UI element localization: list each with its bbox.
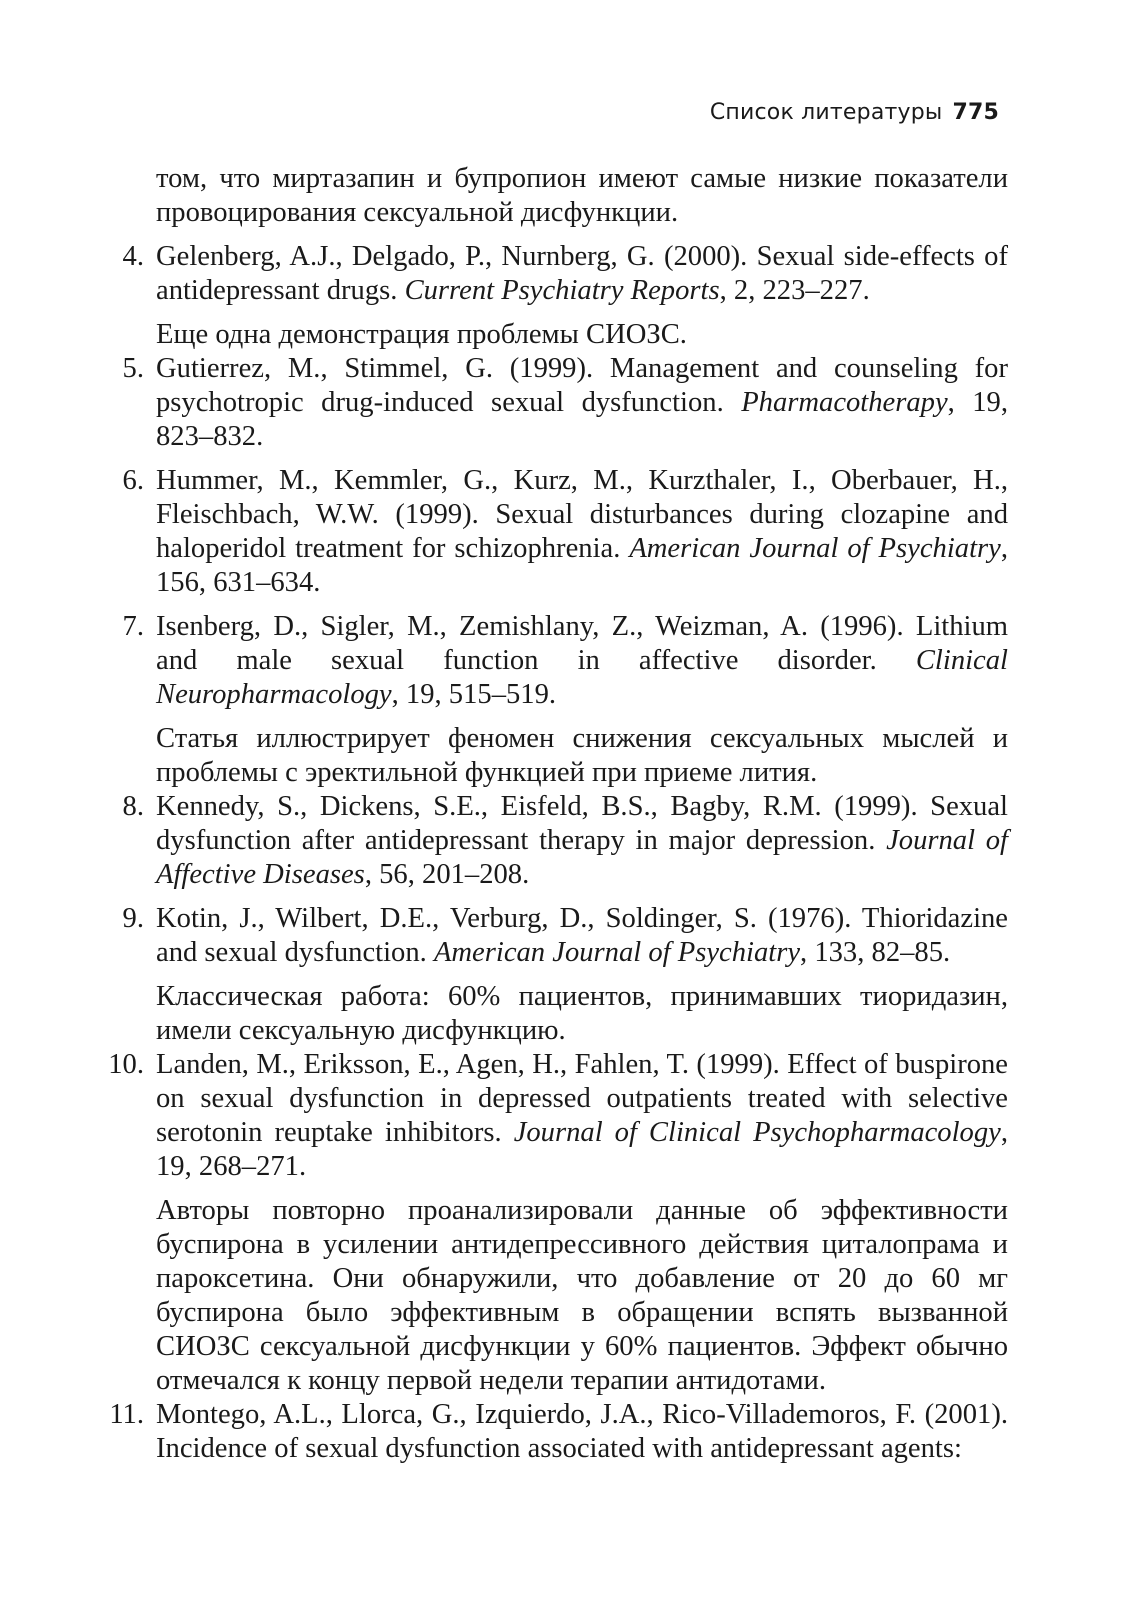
reference-entry-8 [122, 790, 1008, 892]
citation-text: Montego, A.L., Llorca, G., Izquierdo, J.A., Rico-Villademoros, F. (2001). Incidence of sexual dysfunction associated with antidepressant agents: [156, 1399, 1008, 1464]
reference-number: 7. [122, 611, 144, 642]
reference-number: 11. [109, 1399, 144, 1430]
reference-citation [156, 464, 1008, 600]
journal-title: Current Psychiatry Reports [404, 275, 720, 306]
reference-citation [156, 1048, 1008, 1184]
reference-annotation: Статья иллюстрирует феномен снижения сексуальных мыслей и проблемы с эректильной функцией при приеме лития. [156, 723, 1008, 788]
journal-title: Journal of Affective Diseases [156, 825, 1008, 890]
reference-entry-4 [122, 240, 1008, 308]
journal-title: American Journal of Psychiatry [433, 937, 801, 968]
reference-number: 6. [122, 465, 144, 496]
reference-citation [156, 790, 1008, 892]
citation-text: Gelenberg, A.J., Delgado, P., Nurnberg, G. (2000). Sexual side-effects of antidepressant drugs. [156, 241, 1008, 306]
reference-citation [156, 902, 1008, 970]
citation-details: , 2, 223–227. [719, 275, 870, 306]
citation-text: Isenberg, D., Sigler, M., Zemishlany, Z., Weizman, A. (1996). Lithium and male sexual function in affective disorder. [156, 611, 1008, 676]
reference-citation [156, 1398, 1008, 1466]
journal-title: Clinical Neuropharmacology [156, 645, 1008, 710]
reference-number: 9. [122, 903, 144, 934]
reference-number: 10. [108, 1049, 144, 1080]
journal-title: American Journal of Psychiatry [629, 533, 1001, 564]
reference-citation [156, 610, 1008, 712]
reference-entry-6 [122, 464, 1008, 600]
reference-entry-10 [108, 1048, 1008, 1184]
citation-text: Kennedy, S., Dickens, S.E., Eisfeld, B.S., Bagby, R.M. (1999). Sexual dysfunction after antidepressant therapy in major depression. [156, 791, 1008, 856]
citation-details: , 56, 201–208. [364, 859, 530, 890]
reference-annotation: Классическая работа: 60% пациентов, принимавших тиоридазин, имели сексуальную дисфункцию. [156, 981, 1008, 1046]
running-header [710, 100, 999, 125]
citation-text: Kotin, J., Wilbert, D.E., Verburg, D., Soldinger, S. (1976). Thioridazine and sexual dysfunction. [156, 903, 1008, 968]
journal-title: Journal of Clinical Psychopharmacology [513, 1117, 1001, 1148]
reference-citation [156, 240, 1008, 308]
citation-details: , 19, 823–832. [156, 387, 1009, 452]
reference-number: 4. [122, 241, 144, 272]
citation-text: Landen, M., Eriksson, E., Agen, H., Fahlen, T. (1999). Effect of buspirone on sexual dysfunction in depressed outpatients treated with selective serotonin reuptake inhibitors. [156, 1049, 1008, 1148]
reference-entry-11 [109, 1398, 1008, 1466]
reference-entry-7 [122, 610, 1008, 712]
reference-entry-5 [122, 352, 1009, 454]
reference-annotation: Авторы повторно проанализировали данные об эффективности буспирона в усилении антидепрессивного действия циталопрама и пароксетина. Они обнаружили, что добавление от 20 до 60 мг буспирона было эффективным в обращении вспять вызванной СИОЗС сексуальной дисфункции у 60% пациентов. Эффект обычно отмечался к концу первой недели терапии антидотами. [156, 1195, 1008, 1396]
reference-number: 5. [122, 353, 144, 384]
reference-list [108, 162, 1009, 1476]
citation-details: , 133, 82–85. [800, 937, 951, 968]
reference-number: 8. [122, 791, 144, 822]
continuation-text: том, что миртазапин и бупропион имеют самые низкие показатели провоцирования сексуальной дисфункции. [156, 163, 1008, 228]
citation-text: Gutierrez, M., Stimmel, G. (1999). Management and counseling for psychotropic drug-induced sexual dysfunction. [156, 353, 1008, 418]
journal-title: Pharmacotherapy [741, 387, 948, 418]
reference-annotation: Еще одна демонстрация проблемы СИОЗС. [156, 319, 687, 350]
page-number: 775 [952, 100, 999, 125]
citation-details: , 156, 631–634. [156, 533, 1008, 598]
section-title: Список литературы [709, 100, 943, 125]
citation-text: Hummer, M., Kemmler, G., Kurz, M., Kurzthaler, I., Oberbauer, H., Fleischbach, W.W. (1999). Sexual disturbances during clozapine and haloperidol treatment for schizophrenia. [156, 465, 1008, 564]
reference-entry-9 [122, 902, 1008, 970]
reference-citation [156, 352, 1008, 454]
citation-details: , 19, 515–519. [391, 679, 557, 710]
citation-details: , 19, 268–271. [156, 1117, 1008, 1182]
